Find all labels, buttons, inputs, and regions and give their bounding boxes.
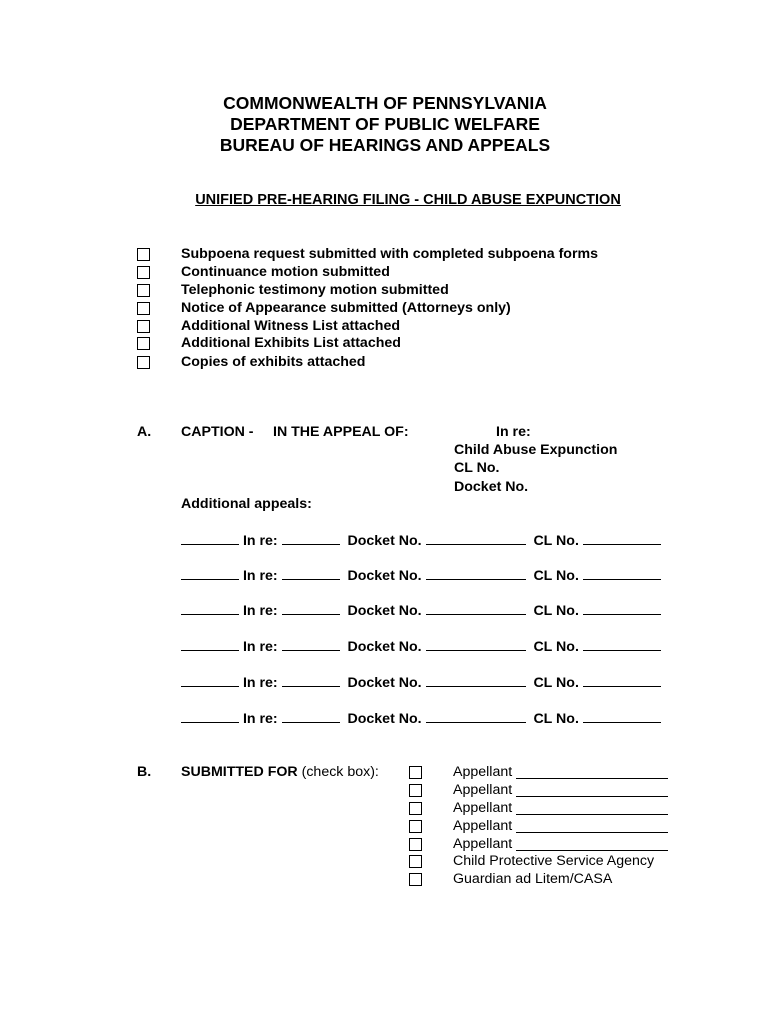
option-label: Appellant [453,800,513,816]
caption-label: CAPTION - [181,424,254,440]
checkbox[interactable] [409,766,422,779]
checklist-label: Continuance motion submitted [181,264,390,280]
child-abuse-label: Child Abuse Expunction [454,442,618,458]
row-cl-label: CL No. [533,533,579,549]
checkbox[interactable] [137,337,150,350]
row-in-re-label: In re: [242,675,278,691]
in-re-blank[interactable] [282,638,340,651]
appeal-row [181,710,661,730]
header-line-3: BUREAU OF HEARINGS AND APPEALS [219,135,551,155]
submitted-for-option[interactable] [409,763,668,781]
checkbox[interactable] [409,855,422,868]
in-re-blank[interactable] [282,532,340,545]
submitted-for-option[interactable] [409,835,668,853]
in-re-blank[interactable] [282,602,340,615]
checkbox[interactable] [137,284,150,297]
option-label: Appellant [453,782,513,798]
in-re-blank[interactable] [282,710,340,723]
row-in-re-label: In re: [242,568,278,584]
checkbox[interactable] [409,838,422,851]
checkbox[interactable] [137,248,150,261]
checkbox[interactable] [137,356,150,369]
docket-blank[interactable] [426,567,526,580]
row-docket-label: Docket No. [347,568,422,584]
party-blank[interactable] [181,532,239,545]
form-subtitle: UNIFIED PRE-HEARING FILING - CHILD ABUSE EXPUNCTION [195,192,621,208]
party-blank[interactable] [181,710,239,723]
appeal-row [181,674,661,694]
checklist-item[interactable] [137,317,400,335]
row-in-re-label: In re: [242,711,278,727]
option-label: Appellant [453,818,513,834]
appellant-name-blank[interactable] [516,784,668,797]
row-cl-label: CL No. [533,675,579,691]
checklist-item[interactable] [137,353,365,371]
checklist-label: Additional Witness List attached [181,318,401,334]
row-in-re-label: In re: [242,533,278,549]
row-cl-label: CL No. [533,568,579,584]
checklist-item[interactable] [137,334,401,352]
row-cl-label: CL No. [533,603,579,619]
docket-no-label: Docket No. [454,479,529,495]
row-docket-label: Docket No. [347,711,422,727]
appellant-name-blank[interactable] [516,766,668,779]
additional-appeals-label: Additional appeals: [181,496,312,512]
checklist-label: Additional Exhibits List attached [181,335,401,351]
party-blank[interactable] [181,602,239,615]
submitted-for-label [181,764,379,780]
appeal-row [181,567,661,587]
checklist-item[interactable] [137,299,511,317]
appellant-name-blank[interactable] [516,838,668,851]
checkbox[interactable] [409,802,422,815]
row-docket-label: Docket No. [347,675,422,691]
in-re-label: In re: [496,424,531,440]
section-a-letter: A. [137,424,152,440]
appeal-row [181,638,661,658]
checklist-label: Subpoena request submitted with completed subpoena forms [181,246,599,262]
checklist-item[interactable] [137,245,598,263]
row-docket-label: Docket No. [347,533,422,549]
checkbox[interactable] [409,784,422,797]
checklist-item[interactable] [137,263,390,281]
appeal-row [181,602,661,622]
cl-no-label: CL No. [454,460,500,476]
checkbox[interactable] [137,320,150,333]
checklist-label: Telephonic testimony motion submitted [181,282,449,298]
party-blank[interactable] [181,638,239,651]
option-label: Appellant [453,764,513,780]
cl-blank[interactable] [583,602,661,615]
checklist-label: Notice of Appearance submitted (Attorneys only) [181,300,511,316]
docket-blank[interactable] [426,532,526,545]
row-in-re-label: In re: [242,603,278,619]
header-line-2: DEPARTMENT OF PUBLIC WELFARE [230,114,540,134]
form-header [0,93,770,156]
section-b-letter: B. [137,764,152,780]
header-line-1: COMMONWEALTH OF PENNSYLVANIA [223,93,547,113]
appeal-row [181,532,661,552]
checkbox[interactable] [409,820,422,833]
cl-blank[interactable] [583,710,661,723]
docket-blank[interactable] [426,602,526,615]
row-docket-label: Docket No. [347,603,422,619]
cl-blank[interactable] [583,674,661,687]
docket-blank[interactable] [426,674,526,687]
cl-blank[interactable] [583,638,661,651]
submitted-for-option[interactable] [409,817,668,835]
party-blank[interactable] [181,674,239,687]
in-re-blank[interactable] [282,567,340,580]
check-box-hint: (check box): [301,764,379,780]
submitted-for-option[interactable] [409,781,668,799]
checklist-label: Copies of exhibits attached [181,354,366,370]
checkbox[interactable] [137,302,150,315]
option-label: Child Protective Service Agency [453,853,655,869]
docket-blank[interactable] [426,638,526,651]
option-label: Guardian ad Litem/CASA [453,871,613,887]
checkbox[interactable] [409,873,422,886]
row-cl-label: CL No. [533,639,579,655]
checkbox[interactable] [137,266,150,279]
cl-blank[interactable] [583,567,661,580]
appellant-name-blank[interactable] [516,802,668,815]
appeal-of-label: IN THE APPEAL OF: [273,424,409,440]
option-label: Appellant [453,836,513,852]
submitted-for-option[interactable] [409,852,654,870]
row-cl-label: CL No. [533,711,579,727]
checklist-item[interactable] [137,281,449,299]
row-in-re-label: In re: [242,639,278,655]
cl-blank[interactable] [583,532,661,545]
row-docket-label: Docket No. [347,639,422,655]
docket-blank[interactable] [426,710,526,723]
in-re-blank[interactable] [282,674,340,687]
submitted-for-option[interactable] [409,870,612,888]
party-blank[interactable] [181,567,239,580]
submitted-for-option[interactable] [409,799,668,817]
submitted-for-text: SUBMITTED FOR [181,764,298,780]
appellant-name-blank[interactable] [516,820,668,833]
